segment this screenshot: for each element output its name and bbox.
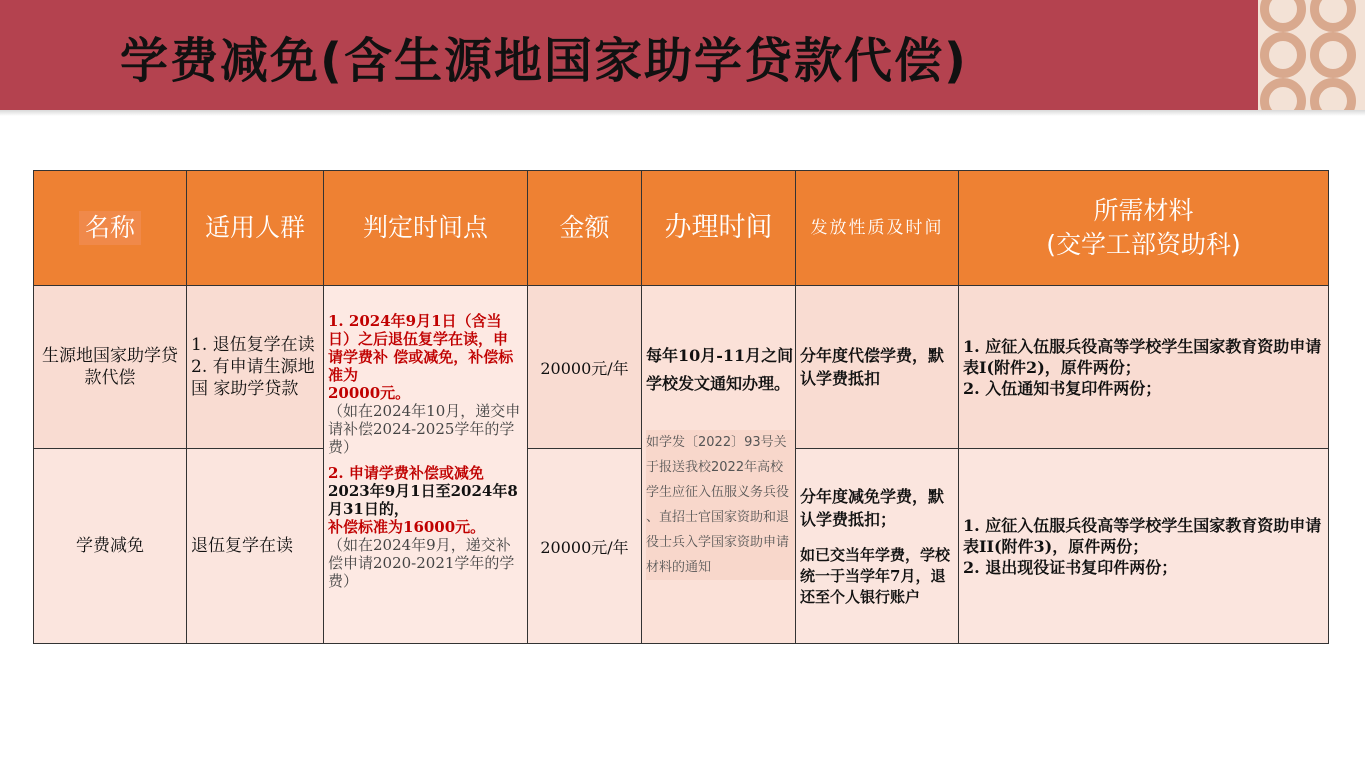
judge-cell: 1. 2024年9月1日（含当日）之后退伍复学在读，申请学费补 偿或减免，补偿标准为 20000元。 （如在2024年10月，递交申请补偿2024-2025学年的学费） 2. 申请学费补偿或减免 2023年9月1日至2024年8月31日的， 补偿标准为16000元。 （如在2024年9月，递交补偿申请2020-2021学年的学费） [324,286,528,644]
header-nature: 发放性质及时间 [796,171,959,286]
table-row [34,286,1329,449]
header-process: 办理时间 [642,171,796,286]
header-amount: 金额 [528,171,642,286]
row2-amount: 20000元/年 [528,449,642,644]
decorative-pattern [1258,0,1365,110]
row2-name: 学费减免 [34,449,187,644]
row2-materials: 1. 应征入伍服兵役高等学校学生国家教育资助申请表II(附件3)，原件两份； 2. 退出现役证书复印件两份； [959,449,1329,644]
row2-nature: 分年度减免学费，默认学费抵扣； 如已交当年学费，学校统一于当学年7月，退还至个人银行账户 [796,449,959,644]
table-header-row [34,171,1329,286]
policy-table [33,170,1329,644]
header-materials: 所需材料 (交学工部资助科) [959,171,1329,286]
page-title: 学费减免(含生源地国家助学贷款代偿) [120,33,968,89]
header-name: 名称 [34,171,187,286]
row2-group: 退伍复学在读 [187,449,324,644]
row1-amount: 20000元/年 [528,286,642,449]
header-judge: 判定时间点 [324,171,528,286]
row1-group: 1. 退伍复学在读 2. 有申请生源地国 家助学贷款 [187,286,324,449]
process-cell: 每年10月-11月之间学校发文通知办理。 如学发〔2022〕93号关于报送我校2022年高校学生应征入伍服义务兵役 、直招士官国家资助和退役士兵入学国家资助申请材料的通知 [642,286,796,644]
row1-materials: 1. 应征入伍服兵役高等学校学生国家教育资助申请表I(附件2)，原件两份； 2. 入伍通知书复印件两份； [959,286,1329,449]
row1-nature: 分年度代偿学费，默认学费抵扣 [796,286,959,449]
banner-shadow [0,110,1365,116]
header-group: 适用人群 [187,171,324,286]
row1-name: 生源地国家助学贷款代偿 [34,286,187,449]
